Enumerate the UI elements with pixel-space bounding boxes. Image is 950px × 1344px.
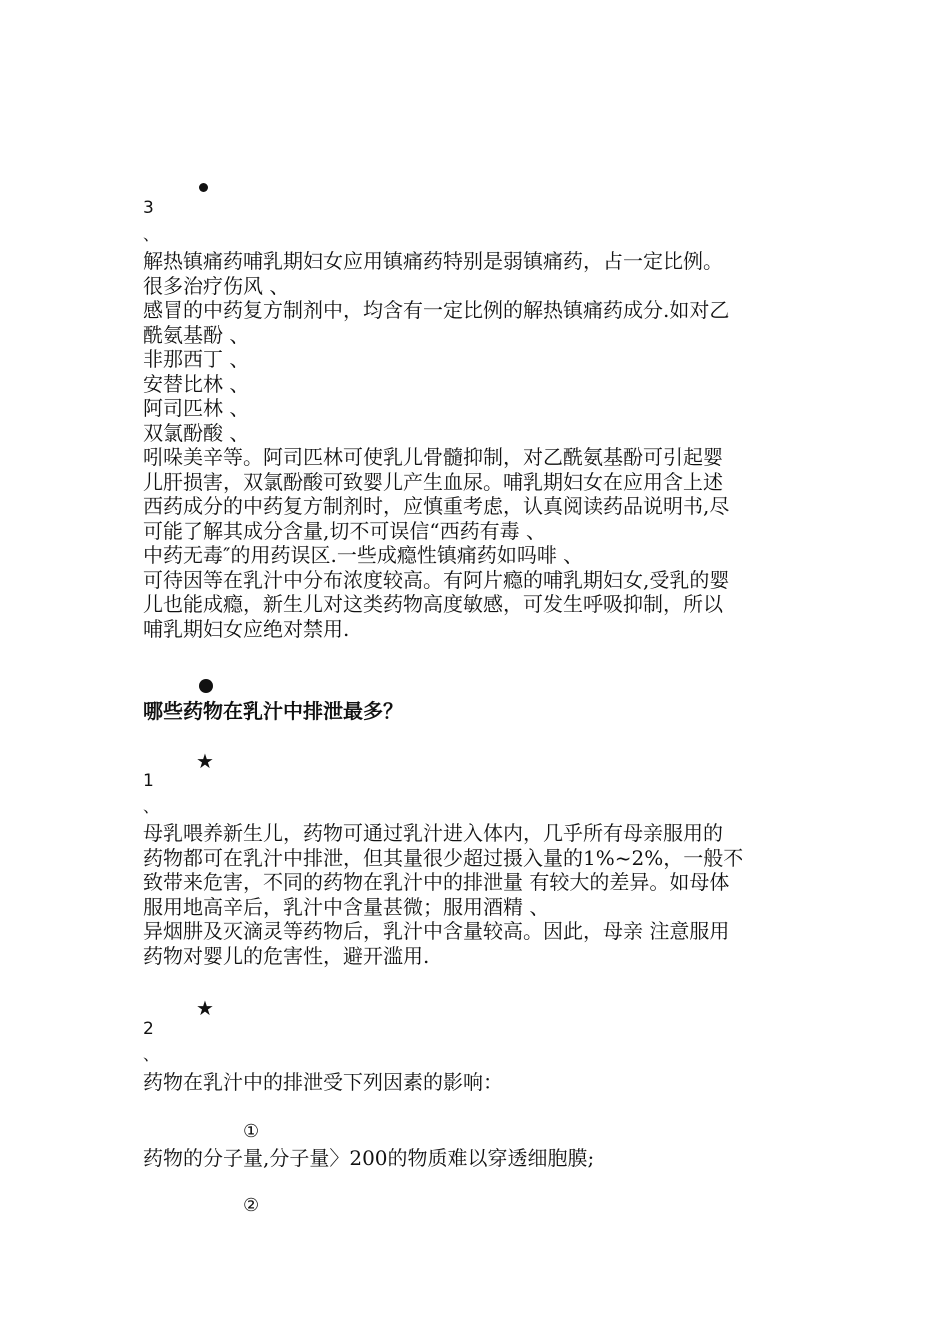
text-line: 感冒的中药复方制剂中，均含有一定比例的解热镇痛药成分.如对乙 (143, 298, 730, 322)
text-line: 服用地高辛后，乳汁中含量甚微；服用酒精 、 (143, 894, 550, 919)
section-heading: 哪些药物在乳汁中排泄最多？ (143, 699, 403, 723)
item-number-mark: 、 (143, 1045, 160, 1064)
text-line: 阿司匹林 、 (143, 396, 250, 420)
text-line: 儿也能成瘾，新生儿对这类药物高度敏感，可发生呼吸抑制，所以 (143, 592, 723, 616)
text-line: 母乳喂养新生儿，药物可通过乳汁进入体内，几乎所有母亲服用的 (143, 821, 723, 845)
text-line: 中药无毒″的用药误区.一些成瘾性镇痛药如吗啡 、 (143, 543, 584, 567)
item2-intro: 药物在乳汁中的排泄受下列因素的影响： (143, 1070, 503, 1094)
text-line: 药物对婴儿的危害性，避开滥用. (143, 943, 430, 968)
text-line: 很多治疗伤风 、 (143, 273, 290, 298)
factor-text: 药物的分子量,分子量〉200的物质难以穿透细胞膜; (143, 1146, 595, 1170)
section-number: 3 (143, 198, 154, 218)
star-icon: ★ (196, 749, 214, 773)
text-line: 酰氨基酚 、 (143, 322, 250, 347)
text-line: 儿肝损害，双氯酚酸可致婴儿产生血尿。哺乳期妇女在应用含上述 (143, 469, 723, 494)
item1-paragraph (143, 821, 823, 968)
text-line: 致带来危害，不同的药物在乳汁中的排泄量 有较大的差异。如母体 (143, 870, 730, 894)
text-line: 药物都可在乳汁中排泄，但其量很少超过摄入量的1%~2%，一般不 (143, 845, 744, 870)
item-number: 1 (143, 771, 154, 791)
text-line: 哺乳期妇女应绝对禁用. (143, 616, 350, 641)
text-line: 解热镇痛药哺乳期妇女应用镇痛药特别是弱镇痛药，占一定比例。 (143, 249, 723, 273)
star-icon: ★ (196, 996, 214, 1020)
text-line: 异烟肼及灭滴灵等药物后，乳汁中含量较高。因此，母亲 注意服用 (143, 919, 730, 943)
text-line: 西药成分的中药复方制剂时，应慎重考虑，认真阅读药品说明书,尽 (143, 494, 730, 518)
item-number-mark: 、 (143, 797, 160, 816)
text-line: 可待因等在乳汁中分布浓度较高。有阿片瘾的哺乳期妇女,受乳的婴 (143, 567, 730, 592)
item-number: 2 (143, 1019, 154, 1039)
factor-marker: ② (243, 1195, 260, 1216)
text-line: 双氯酚酸 、 (143, 420, 250, 445)
text-line: 非那西丁 、 (143, 347, 250, 371)
heading-bullet-icon (199, 679, 213, 693)
factor-marker: ① (243, 1121, 260, 1142)
text-line: 可能了解其成分含量,切不可误信“西药有毒 、 (143, 518, 546, 543)
section-number-mark: 、 (143, 225, 160, 244)
text-line: 吲哚美辛等。阿司匹林可使乳儿骨髓抑制，对乙酰氨基酚可引起婴 (143, 445, 723, 469)
bullet-dot-icon (199, 183, 208, 192)
section3-paragraph (143, 249, 823, 641)
text-line: 安替比林 、 (143, 371, 250, 396)
